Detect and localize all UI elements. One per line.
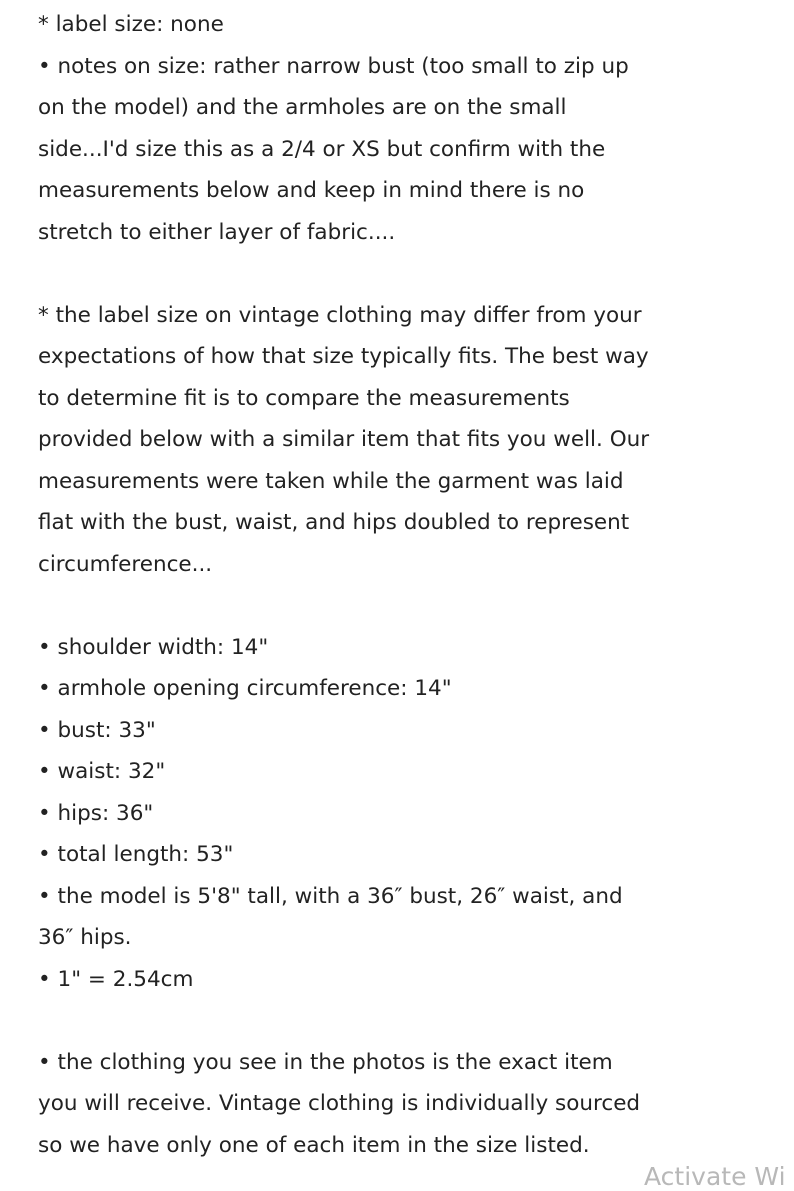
model-measurements: • the model is 5'8" tall, with a 36″ bust, 26″ waist, and — [38, 883, 623, 909]
description-line: flat with the bust, waist, and hips doubled to represent — [38, 510, 630, 535]
description-line: • the clothing you see in the photos is the exact item — [38, 1049, 613, 1075]
description-line: expectations of how that size typically fits. The best way — [38, 344, 649, 369]
item-description — [38, 4, 778, 1166]
description-line: so we have only one of each item in the size listed. — [38, 1132, 590, 1158]
model-measurements-cont: 36″ hips. — [38, 925, 132, 950]
description-line: side...I'd size this as a 2/4 or XS but confirm with the — [38, 136, 606, 162]
description-line: you will receive. Vintage clothing is individually sourced — [38, 1091, 641, 1116]
activate-windows-watermark: Activate Wi — [644, 1162, 786, 1191]
measurement-armhole: • armhole opening circumference: 14" — [38, 676, 452, 701]
measurement-shoulder-width: • shoulder width: 14" — [38, 634, 269, 660]
measurement-hips: • hips: 36" — [38, 800, 154, 826]
paragraph-gap — [38, 585, 778, 627]
description-line: to determine fit is to compare the measurements — [38, 385, 570, 411]
description-line: * the label size on vintage clothing may differ from your — [38, 302, 642, 328]
unit-conversion: • 1" = 2.54cm — [38, 966, 194, 992]
description-line: • notes on size: rather narrow bust (too small to zip up — [38, 53, 629, 79]
description-line: stretch to either layer of fabric.... — [38, 219, 396, 245]
description-line: measurements were taken while the garment was laid — [38, 468, 624, 494]
description-line: * label size: none — [38, 12, 224, 37]
description-line: measurements below and keep in mind there is no — [38, 178, 585, 203]
measurement-bust: • bust: 33" — [38, 717, 156, 743]
description-line: on the model) and the armholes are on the small — [38, 95, 567, 120]
description-line: provided below with a similar item that fits you well. Our — [38, 427, 650, 452]
description-line: circumference... — [38, 551, 213, 577]
paragraph-gap — [38, 253, 778, 295]
measurement-total-length: • total length: 53" — [38, 842, 234, 867]
measurement-waist: • waist: 32" — [38, 759, 166, 784]
paragraph-gap — [38, 1000, 778, 1042]
